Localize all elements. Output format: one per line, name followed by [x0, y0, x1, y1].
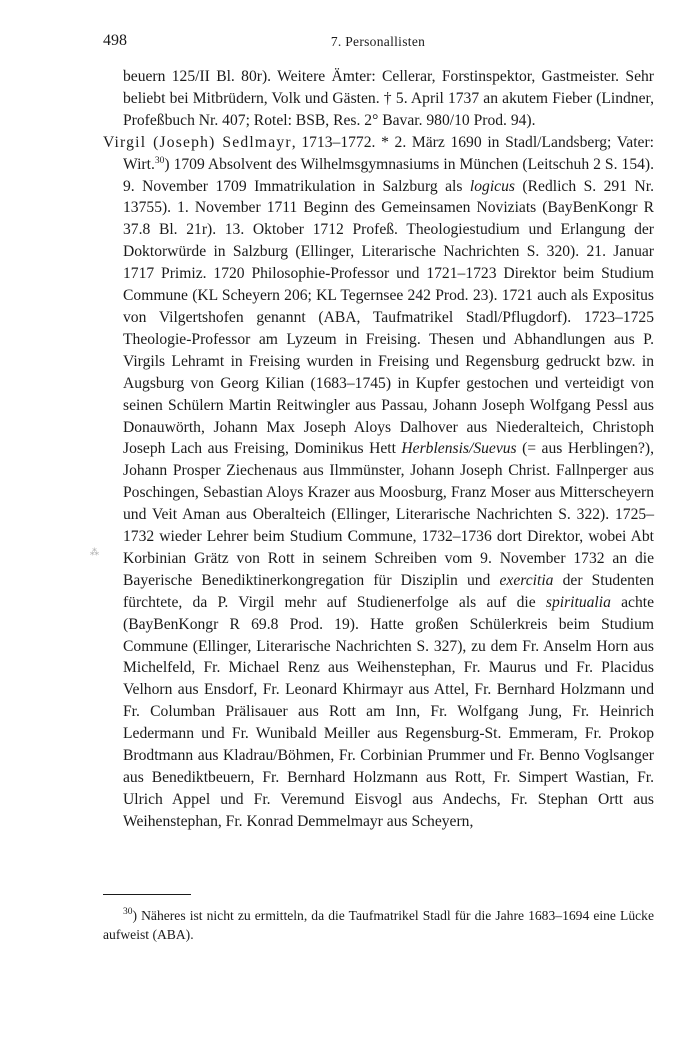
footnote-text: ) Näheres ist nicht zu ermitteln, da die Taufmatrikel Stadl für die Jahre 1683–1694 eine Lücke aufweist (ABA).: [103, 908, 654, 942]
entry-name: Virgil (Joseph) Sedlmayr: [103, 133, 292, 151]
running-head: 7. Personallisten: [330, 34, 426, 49]
entry-text: (= aus Herblingen?), Johann Prosper Ziechenaus aus Ilmmünster, Johann Joseph Christ. Fallnperger aus Poschingen, Sebastian Aloys Krazer aus Moosburg, Franz Moser aus Mitterscheyern und Veit Aman aus Oberalteich (Ellinger, Literarische Nachrichten S. 322). 1725–1732 wieder Lehrer beim Studium Commune, 1732–1736 dort Direktor, wobei Abt Korbinian Grätz von Rott in seinem Schreiben vom 9. November 1732 an die Bayerische Benediktinerkongregation für Disziplin und: [123, 440, 654, 589]
footnote-number: 30: [123, 907, 133, 917]
entry-text: achte (BayBenKongr R 69.8 Prod. 19). Hatte großen Schülerkreis beim Studium Commune (Ellinger, Literarische Nachrichten S. 327), zu dem Fr. Anselm Horn aus Michelfeld, Fr. Michael Renz aus Weihenstephan, Fr. Maurus und Fr. Placidus Velhorn aus Ensdorf, Fr. Leonard Khirmayr aus Attel, Fr. Bernhard Holzmann und Fr. Columban Prälisauer aus Rott am Inn, Fr. Wolfgang Jung, Fr. Heinrich Ledermann und Fr. Wunibald Meiller aus Regensburg-St. Emmeram, Fr. Prokop Brodtmann aus Kladrau/Böhmen, Fr. Corbinian Prummer und Fr. Benno Voglsanger aus Benediktbeuern, Fr. Bernhard Holzmann aus Rott, Fr. Simpert Wastian, Fr. Ulrich Appel und Fr. Veremund Eisvogl aus Andechs, Fr. Stephan Ortt aus Weihenstephan, Fr. Konrad Demmelmayr aus Scheyern,: [123, 593, 655, 830]
main-text: [103, 66, 654, 833]
entry-text: (Redlich S. 291 Nr. 13755). 1. November 1711 Beginn des Gemeinsamen Noviziats (BayBenKongr R 37.8 Bl. 21r). 13. Oktober 1712 Profeß. Theologiestudium und Erlangung der Doktorwürde in Salzburg (Ellinger, Literarische Nachrichten S. 320). 21. Januar 1717 Primiz. 1720 Philosophie-Professor und 1721–1723 Direktor beim Studium Commune (KL Scheyern 206; KL Tegernsee 242 Prod. 23). 1721 auch als Expositus von Vilgertshofen genannt (ABA, Taufmatrikel Stadl/Pflugdorf). 1723–1725 Theologie-Professor am Lyzeum in Freising. Thesen und Abhandlungen aus P. Virgils Lehramt in Freising wurden in Freising und Regensburg gedruckt bzw. in Augsburg von Georg Kilian (1683–1745) in Kupfer gestochen und verteidigt von seinen Schülern Martin Reitwingler aus Passau, Johann Joseph Wolfgang Pessl aus Donauwörth, Johann Max Joseph Aloys Dalhover aus Niederalteich, Christoph Joseph Lach aus Freising, Dominikus Hett: [123, 177, 654, 458]
continued-paragraph: beuern 125/II Bl. 80r). Weitere Ämter: Cellerar, Forstinspektor, Gastmeister. Sehr beliebt bei Mitbrüdern, Volk und Gästen. † 5. April 1737 an akutem Fieber (Lindner, Profeßbuch Nr. 407; Rotel: BSB, Res. 2° Bavar. 980/10 Prod. 94).: [123, 68, 654, 129]
latin-term: Herblensis/Suevus: [401, 440, 517, 458]
page-number: 498: [103, 32, 127, 49]
entry-text: der Studenten fürchtete, da P. Virgil mehr auf Studienerfolge als auf die: [123, 571, 654, 611]
footnote-reference[interactable]: 30: [154, 155, 165, 166]
latin-term: spiritualia: [545, 593, 611, 611]
biography-entry: [103, 132, 654, 833]
page-header: [103, 32, 653, 54]
latin-term: logicus: [469, 177, 515, 195]
entry-text: ) 1709 Absolvent des Wilhelmsgymnasiums in München (Leitschuh 2 S. 154). 9. November 1709 Immatrikulation in Salzburg als: [123, 155, 654, 195]
latin-term: exercitia: [499, 571, 554, 589]
footnote: [103, 906, 654, 944]
margin-mark: ⁂: [90, 547, 99, 557]
footnote-divider: [103, 894, 191, 895]
entry-text: , 1713–1772. * 2. März 1690 in Stadl/Landsberg; Vater: Wirt.: [123, 133, 654, 173]
